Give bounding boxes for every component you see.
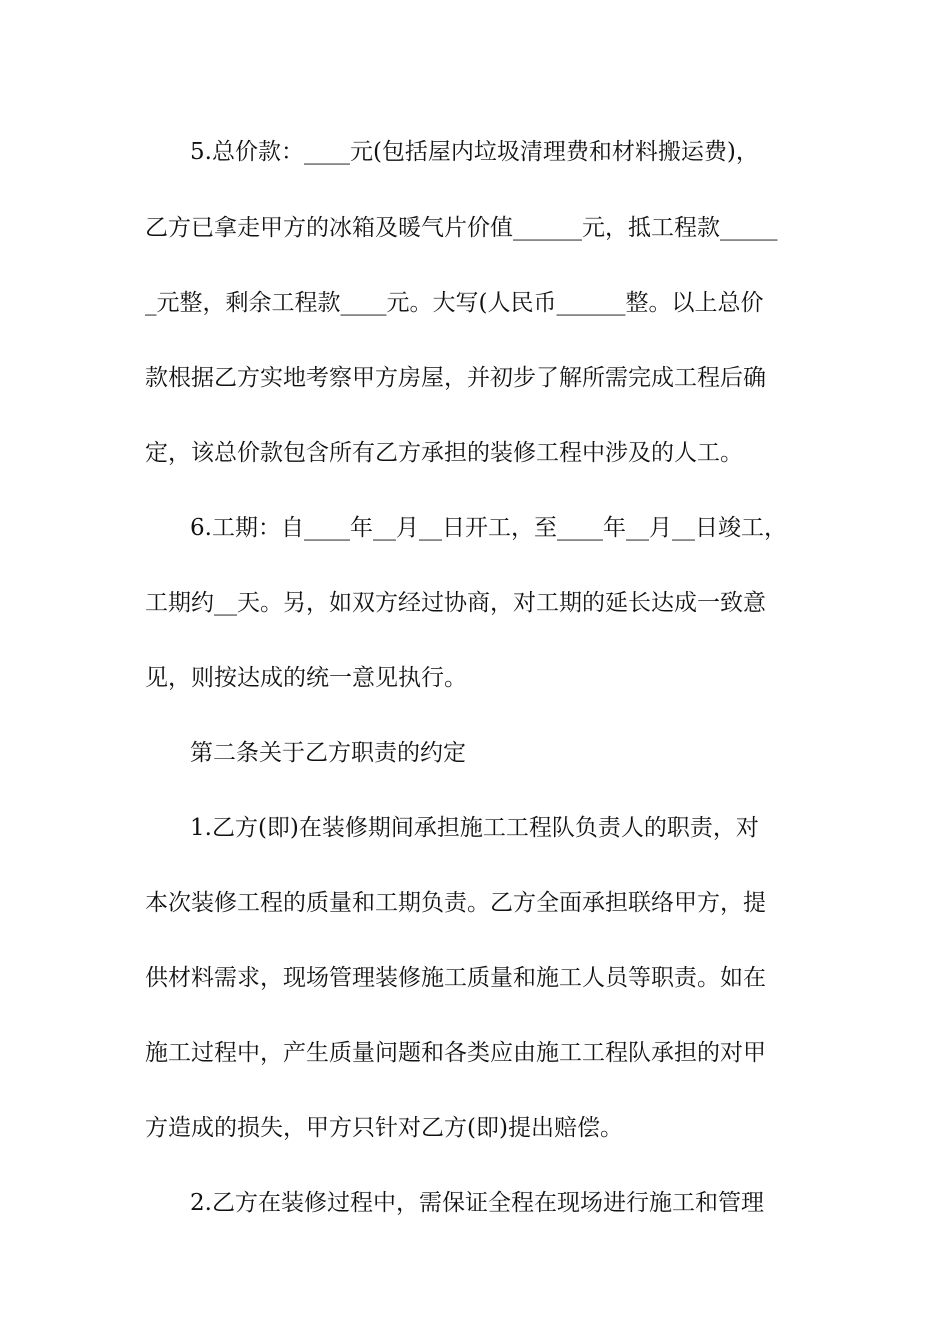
text-line-agreed-opinion: 见，则按达成的统一意见执行。 bbox=[145, 665, 467, 691]
text-line-period-extension: 工期约__天。另，如双方经过协商，对工期的延长达成一致意 bbox=[145, 590, 766, 616]
text-line-material-management: 供材料需求，现场管理装修施工质量和施工人员等职责。如在 bbox=[145, 965, 766, 991]
text-line-quality-responsibility: 本次装修工程的质量和工期负责。乙方全面承担联络甲方，提 bbox=[145, 890, 766, 916]
text-line-total-price: 5.总价款：____元(包括屋内垃圾清理费和材料搬运费)， bbox=[190, 139, 759, 165]
section-heading-article-two: 第二条关于乙方职责的约定 bbox=[190, 740, 466, 766]
text-line-remaining-payment: _元整，剩余工程款____元。大写(人民币______整。以上总价 bbox=[145, 290, 764, 316]
text-line-responsibility-one: 1.乙方(即)在装修期间承担施工工程队负责人的职责，对 bbox=[190, 815, 759, 841]
text-line-construction-period: 6.工期：自____年__月__日开工，至____年__月__日竣工， bbox=[190, 515, 787, 541]
text-line-price-includes: 定，该总价款包含所有乙方承担的装修工程中涉及的人工。 bbox=[145, 440, 743, 466]
text-line-compensation: 方造成的损失，甲方只针对乙方(即)提出赔偿。 bbox=[145, 1115, 623, 1141]
text-line-fridge-value: 乙方已拿走甲方的冰箱及暖气片价值______元，抵工程款_____ bbox=[145, 215, 778, 241]
text-line-price-basis: 款根据乙方实地考察甲方房屋，并初步了解所需完成工程后确 bbox=[145, 365, 766, 391]
text-line-responsibility-two: 2.乙方在装修过程中，需保证全程在现场进行施工和管理 bbox=[190, 1190, 764, 1216]
text-line-quality-problems: 施工过程中，产生质量问题和各类应由施工工程队承担的对甲 bbox=[145, 1040, 766, 1066]
